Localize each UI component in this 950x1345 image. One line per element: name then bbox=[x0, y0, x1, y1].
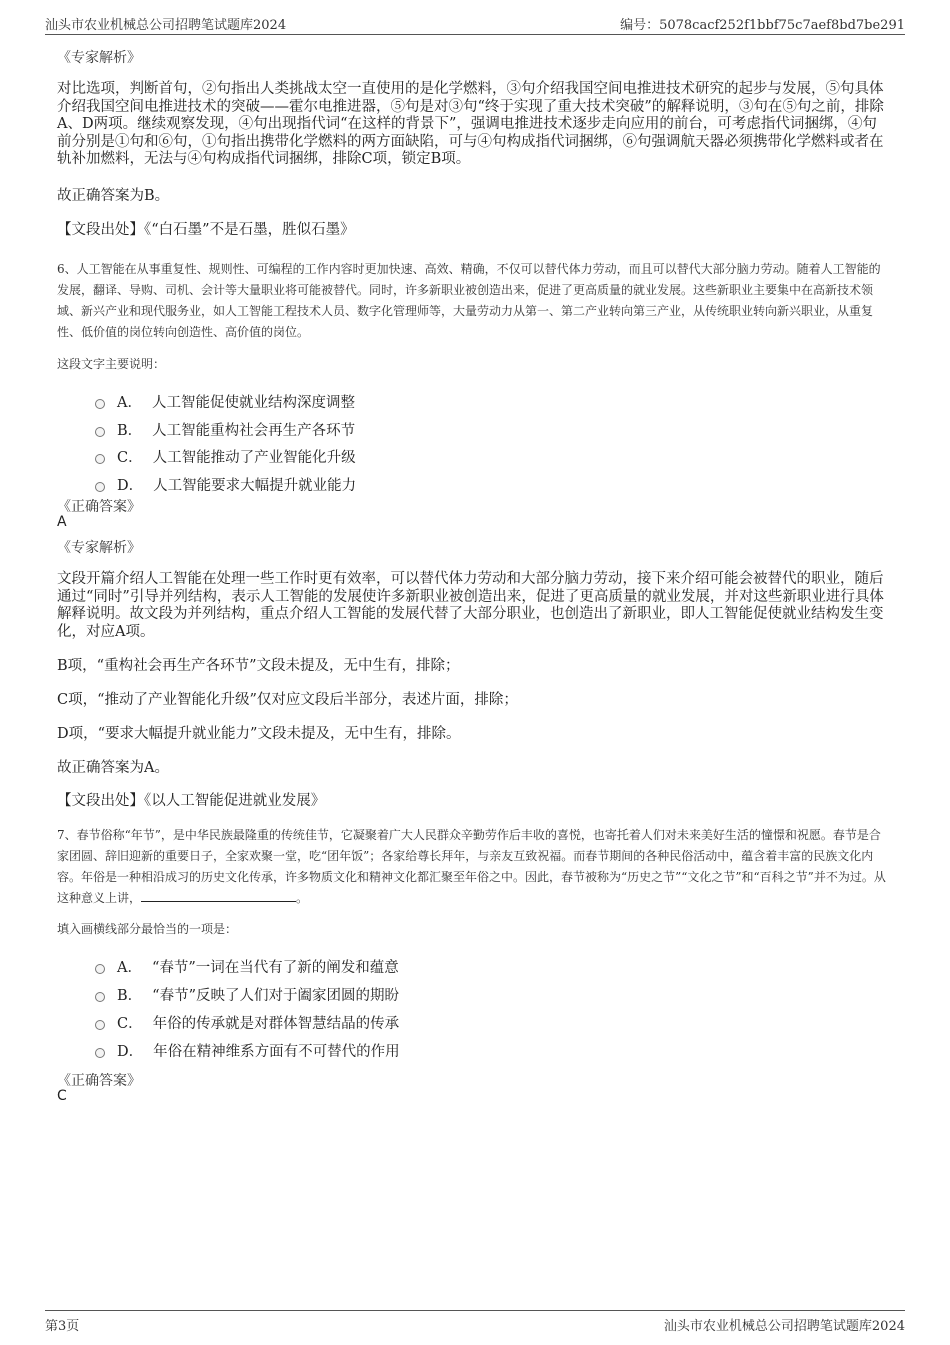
option-letter: C． bbox=[117, 449, 143, 466]
footer-title: 汕头市农业机械总公司招聘笔试题库2024 bbox=[663, 1319, 905, 1334]
q6-prompt: 这段文字主要说明： bbox=[57, 357, 166, 371]
option-text: 年俗的传承就是对群体智慧结晶的传承 bbox=[152, 1015, 400, 1032]
q6-option-c[interactable] bbox=[95, 446, 356, 466]
option-text: 人工智能促使就业结构深度调整 bbox=[151, 394, 355, 411]
q7-option-a[interactable] bbox=[95, 956, 399, 976]
q7-answer-label: 《正确答案》 bbox=[57, 1073, 141, 1089]
option-text: “春节”反映了人们对于阖家团圆的期盼 bbox=[152, 987, 399, 1004]
radio-icon[interactable] bbox=[95, 1020, 105, 1030]
radio-icon[interactable] bbox=[95, 964, 105, 974]
q6-analysis: 文段开篇介绍人工智能在处理一些工作时更有效率，可以替代体力劳动和大部分脑力劳动，接下来介绍可能会被替代的职业，随后通过“同时”引导并列结构，表示人工智能的发展使许多新职业被创造出来，促进了更高质量的就业发展，并对这些新职业进行具体解释说明。故文段为并列结构，重点介绍人工智能的发展代替了大部分职业，也创造出了新职业，即人工智能促使就业结构发生变化，对应A项。 bbox=[57, 571, 884, 640]
page-header bbox=[45, 12, 905, 35]
q6-analysis-c: C项，“推动了产业智能化升级”仅对应文段后半部分，表述片面，排除； bbox=[57, 692, 518, 708]
q5-conclusion: 故正确答案为B。 bbox=[57, 188, 170, 204]
q7-question-text: 7、春节俗称“年节”，是中华民族最隆重的传统佳节，它凝聚着广大人民群众辛勤劳作后丰收的喜悦，也寄托着人们对未来美好生活的憧憬和祝愿。春节是合家团圆、辞旧迎新的重要日子，全家欢聚一堂，吃“团年饭”；各家给尊长拜年，与亲友互致祝福。而春节期间的各种民俗活动中，蕴含着丰富的民族文化内容。年俗是一种相沿成习的历史文化传承，许多物质文化和精神文化都汇聚至年俗之中。因此，春节被称为“历史之节”“文化之节”和“百科之节”并不为过。从这种意义上讲， bbox=[57, 828, 886, 905]
option-letter: D． bbox=[117, 477, 144, 494]
radio-icon[interactable] bbox=[95, 992, 105, 1002]
q7-prompt: 填入画横线部分最恰当的一项是： bbox=[57, 922, 238, 936]
q6-analysis-d: D项，“要求大幅提升就业能力”文段未提及，无中生有，排除。 bbox=[57, 726, 461, 742]
q6-analysis-b: B项，“重构社会再生产各环节”文段未提及，无中生有，排除； bbox=[57, 658, 460, 674]
option-letter: A． bbox=[117, 394, 142, 411]
option-text: 人工智能重构社会再生产各环节 bbox=[152, 422, 356, 439]
answer-blank bbox=[141, 889, 296, 902]
header-serial: 编号：5078cacf252f1bbf75c7aef8bd7be291 bbox=[620, 18, 905, 33]
option-letter: C． bbox=[117, 1015, 143, 1032]
radio-icon[interactable] bbox=[95, 454, 105, 464]
q6-source: 【文段出处】《以人工智能促进就业发展》 bbox=[57, 793, 326, 809]
q6-analysis-label: 《专家解析》 bbox=[57, 540, 141, 556]
option-text: 年俗在精神维系方面有不可替代的作用 bbox=[153, 1043, 400, 1060]
q5-analysis-label: 《专家解析》 bbox=[57, 50, 141, 66]
q6-option-a[interactable] bbox=[95, 391, 355, 411]
q7-question-end: 。 bbox=[296, 891, 309, 905]
option-letter: D． bbox=[117, 1043, 144, 1060]
radio-icon[interactable] bbox=[95, 399, 105, 409]
header-title: 汕头市农业机械总公司招聘笔试题库2024 bbox=[45, 18, 287, 33]
radio-icon[interactable] bbox=[95, 482, 105, 492]
radio-icon[interactable] bbox=[95, 427, 105, 437]
option-text: 人工智能推动了产业智能化升级 bbox=[152, 449, 356, 466]
q6-answer: A bbox=[57, 514, 67, 530]
q7-option-d[interactable] bbox=[95, 1040, 400, 1060]
option-letter: B． bbox=[117, 422, 143, 439]
footer-page-number: 第3页 bbox=[45, 1319, 80, 1334]
q6-option-b[interactable] bbox=[95, 419, 355, 439]
q5-analysis: 对比选项，判断首句，②句指出人类挑战太空一直使用的是化学燃料，③句介绍我国空间电推进技术研究的起步与发展，⑤句具体介绍我国空间电推进技术的突破——霍尔电推进器，⑤句是对③句“终于实现了重大技术突破”的解释说明，③句在⑤句之前，排除A、D两项。继续观察发现，④句出现指代词“在这样的背景下”，强调电推进技术逐步走向应用的前台，可考虑指代词捆绑，④句前分别是①句和⑥句，①句指出携带化学燃料的两方面缺陷，可与④句构成指代词捆绑，⑥句强调航天器必须携带化学燃料或者在轨补加燃料，无法与④句构成指代词捆绑，排除C项，锁定B项。 bbox=[57, 81, 884, 167]
q7-option-c[interactable] bbox=[95, 1012, 399, 1032]
q7-question bbox=[57, 825, 889, 909]
radio-icon[interactable] bbox=[95, 1048, 105, 1058]
option-text: “春节”一词在当代有了新的阐发和蕴意 bbox=[151, 959, 399, 976]
option-text: 人工智能要求大幅提升就业能力 bbox=[153, 477, 357, 494]
q6-question: 6、人工智能在从事重复性、规则性、可编程的工作内容时更加快速、高效、精确，不仅可以替代体力劳动，而且可以替代大部分脑力劳动。随着人工智能的发展，翻译、导购、司机、会计等大量职业将可能被替代。同时，许多新职业被创造出来，促进了更高质量的就业发展。这些新职业主要集中在高新技术领域、新兴产业和现代服务业，如人工智能工程技术人员、数字化管理师等，大量劳动力从第一、第二产业转向第三产业，从传统职业转向新兴职业，从重复性、低价值的岗位转向创造性、高价值的岗位。 bbox=[57, 262, 881, 339]
q6-option-d[interactable] bbox=[95, 474, 356, 494]
q6-answer-label: 《正确答案》 bbox=[57, 499, 141, 515]
q7-option-b[interactable] bbox=[95, 984, 399, 1004]
q7-answer: C bbox=[57, 1088, 67, 1104]
q5-source: 【文段出处】《“白石墨”不是石墨，胜似石墨》 bbox=[57, 222, 355, 238]
page-footer bbox=[45, 1310, 905, 1333]
q6-conclusion: 故正确答案为A。 bbox=[57, 760, 169, 776]
option-letter: B． bbox=[117, 987, 143, 1004]
option-letter: A． bbox=[117, 959, 142, 976]
